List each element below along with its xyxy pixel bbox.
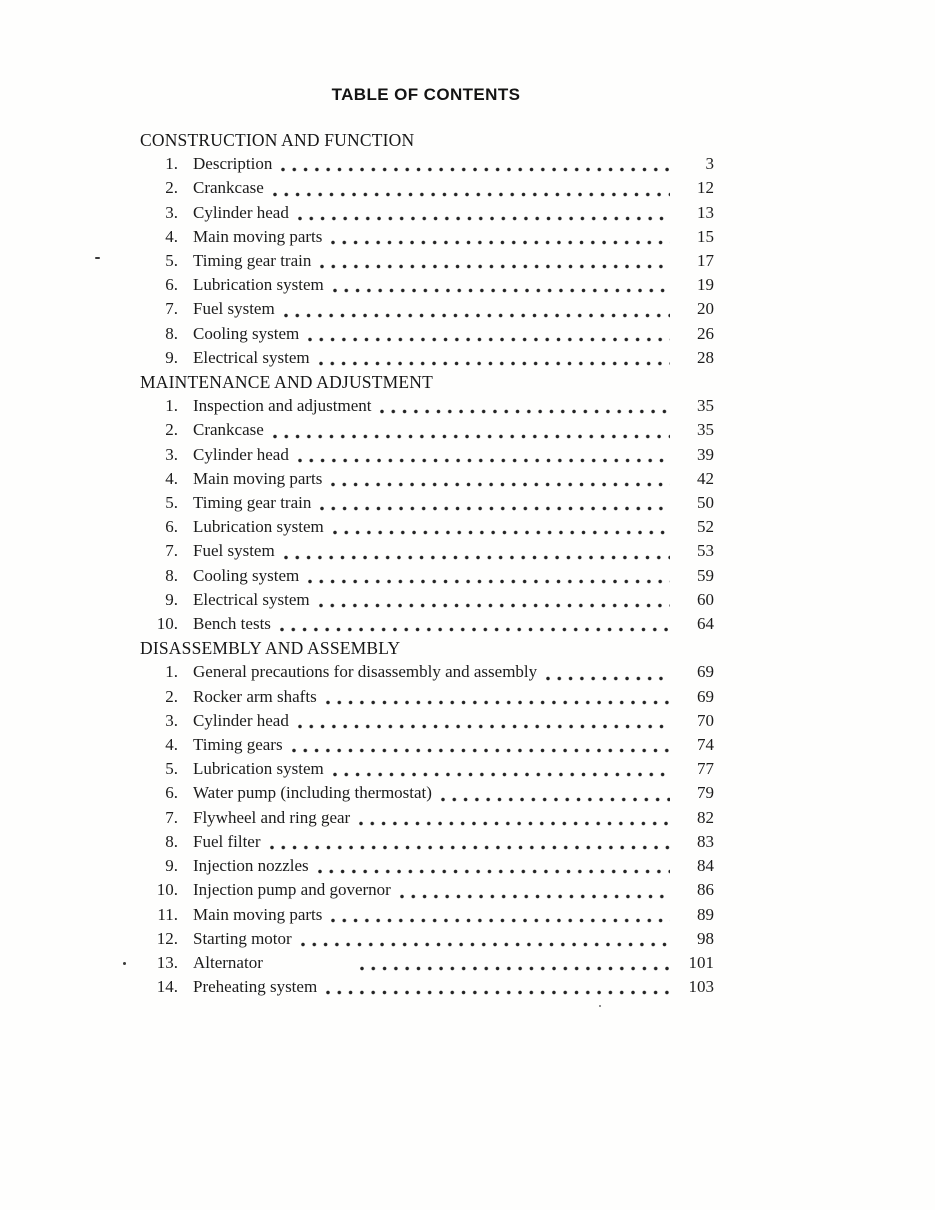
item-number: 6. [165,517,178,537]
item-number: 8. [165,831,178,851]
item-title: Injection nozzles [193,856,309,876]
item-page-number: 28 [697,347,714,367]
toc-item [140,830,714,854]
toc-item [140,564,714,588]
item-number: 6. [165,275,178,295]
toc-item [140,249,714,273]
item-page-number: 12 [697,178,714,198]
dot-leader [298,216,670,221]
item-title: Cylinder head [193,710,289,730]
item-title: Main moving parts [193,904,323,924]
item-title: Description [193,154,273,174]
toc-item [140,346,714,370]
item-page-number: 64 [697,614,714,634]
item-title: Timing gear train [193,493,312,513]
toc-item [140,733,714,757]
item-number: 2. [165,686,178,706]
item-number: 1. [165,154,178,174]
dot-leader [360,966,670,971]
section-heading: CONSTRUCTION AND FUNCTION [140,130,415,150]
item-number: 3. [165,444,178,464]
item-number: 9. [165,856,178,876]
item-page-number: 69 [697,662,714,682]
toc-item [140,709,714,733]
item-number: 10. [156,880,178,900]
dot-leader [284,313,670,318]
item-page-number: 86 [697,880,714,900]
item-number: 4. [165,468,178,488]
item-page-number: 60 [697,589,714,609]
toc-item [140,515,714,539]
item-title: Timing gear train [193,251,312,271]
item-page-number: 77 [697,759,714,779]
dot-leader [331,240,670,245]
dot-leader [333,772,670,777]
item-title: Main moving parts [193,468,323,488]
item-page-number: 26 [697,323,714,343]
section-heading: DISASSEMBLY AND ASSEMBLY [140,638,401,659]
scan-artifact [599,1005,601,1007]
dot-leader [308,579,670,584]
toc-item [140,225,714,249]
toc-item [140,806,714,830]
item-title: Injection pump and governor [193,880,391,900]
dot-leader [318,869,670,874]
item-title: Rocker arm shafts [193,686,317,706]
dot-leader [319,603,670,608]
toc-item [140,660,714,684]
item-title: Electrical system [193,589,310,609]
item-title: Fuel filter [193,831,261,851]
dot-leader [319,361,670,366]
item-page-number: 3 [705,154,714,174]
toc-item [140,322,714,346]
dot-leader [292,748,670,753]
item-number: 4. [165,226,178,246]
toc-item [140,297,714,321]
dot-leader [359,821,670,826]
item-title: Cooling system [193,565,300,585]
item-page-number: 69 [697,686,714,706]
item-page-number: 39 [697,444,714,464]
item-title: Starting motor [193,928,292,948]
item-title: Lubrication system [193,275,324,295]
toc-item [140,975,714,999]
dot-leader [273,434,670,439]
item-number: 4. [165,735,178,755]
dot-leader [333,530,670,535]
dot-leader [331,482,670,487]
toc-item [140,418,714,442]
item-number: 5. [165,251,178,271]
item-number: 14. [156,977,178,997]
item-number: 9. [165,347,178,367]
item-page-number: 89 [697,904,714,924]
toc-item [140,612,714,636]
item-page-number: 13 [697,202,714,222]
toc-item [140,685,714,709]
item-page-number: 50 [697,493,714,513]
item-number: 8. [165,565,178,585]
item-title: Lubrication system [193,517,324,537]
page-title: TABLE OF CONTENTS [331,85,521,104]
item-number: 6. [165,783,178,803]
toc-item [140,878,714,902]
item-title: Preheating system [193,977,318,997]
toc-item [140,539,714,563]
item-page-number: 101 [688,952,714,972]
item-title: Inspection and adjustment [193,396,372,416]
item-title: Electrical system [193,347,310,367]
item-title: Water pump (including thermostat) [193,783,432,803]
item-number: 3. [165,202,178,222]
dot-leader [331,918,670,923]
item-number: 7. [165,299,178,319]
toc-item [140,927,714,951]
toc-item [140,757,714,781]
toc-item [140,176,714,200]
item-page-number: 84 [697,856,714,876]
item-title: Bench tests [193,614,271,634]
item-number: 5. [165,493,178,513]
item-page-number: 20 [697,299,714,319]
item-page-number: 70 [697,710,714,730]
toc-item [140,152,714,176]
item-page-number: 15 [697,226,714,246]
item-number: 8. [165,323,178,343]
item-title: Cylinder head [193,444,289,464]
toc-item [140,951,714,975]
item-number: 5. [165,759,178,779]
scan-artifact [95,257,100,259]
toc-item [140,854,714,878]
item-title: Timing gears [193,735,283,755]
item-page-number: 82 [697,807,714,827]
dot-leader [284,555,670,560]
toc-item [140,781,714,805]
dot-leader [270,845,670,850]
item-page-number: 53 [697,541,714,561]
item-number: 11. [157,904,178,924]
item-page-number: 35 [697,396,714,416]
item-number: 3. [165,710,178,730]
item-page-number: 59 [697,565,714,585]
dot-leader [301,942,670,947]
item-title: Cylinder head [193,202,289,222]
item-title: Lubrication system [193,759,324,779]
item-number: 1. [165,396,178,416]
toc-item [140,273,714,297]
dot-leader [308,337,670,342]
item-number: 13. [156,952,178,972]
item-page-number: 19 [697,275,714,295]
item-title: Flywheel and ring gear [193,807,351,827]
item-title: Crankcase [193,178,264,198]
dot-leader [380,409,670,414]
toc-item [140,394,714,418]
dot-leader [320,264,670,269]
dot-leader [326,700,670,705]
item-number: 7. [165,807,178,827]
item-page-number: 17 [697,251,714,271]
dot-leader [320,506,670,511]
item-page-number: 42 [697,468,714,488]
dot-leader [441,797,670,802]
item-title: Cooling system [193,323,300,343]
item-page-number: 79 [697,783,714,803]
item-number: 1. [165,662,178,682]
toc-item [140,201,714,225]
dot-leader [333,288,670,293]
item-page-number: 98 [697,928,714,948]
dot-leader [281,167,670,172]
dot-leader [400,894,670,899]
scan-artifact [123,962,126,965]
item-title: Alternator [193,952,263,972]
item-title: Fuel system [193,299,275,319]
toc-item [140,903,714,927]
item-number: 12. [156,928,178,948]
item-page-number: 35 [697,420,714,440]
item-title: General precautions for disassembly and assembly [193,662,538,682]
toc-item [140,467,714,491]
dot-leader [280,627,670,632]
item-number: 10. [156,614,178,634]
item-page-number: 103 [688,977,714,997]
item-number: 7. [165,541,178,561]
toc [140,128,714,999]
dot-leader [298,458,670,463]
toc-item [140,443,714,467]
item-number: 2. [165,420,178,440]
dot-leader [326,990,670,995]
item-title: Crankcase [193,420,264,440]
item-page-number: 83 [697,831,714,851]
item-title: Fuel system [193,541,275,561]
item-page-number: 52 [697,517,714,537]
item-page-number: 74 [697,735,714,755]
dot-leader [298,724,670,729]
section-heading: MAINTENANCE AND ADJUSTMENT [140,372,433,393]
item-number: 2. [165,178,178,198]
dot-leader [273,192,670,197]
toc-item [140,588,714,612]
toc-item [140,491,714,515]
dot-leader [546,676,670,681]
item-number: 9. [165,589,178,609]
item-title: Main moving parts [193,226,323,246]
